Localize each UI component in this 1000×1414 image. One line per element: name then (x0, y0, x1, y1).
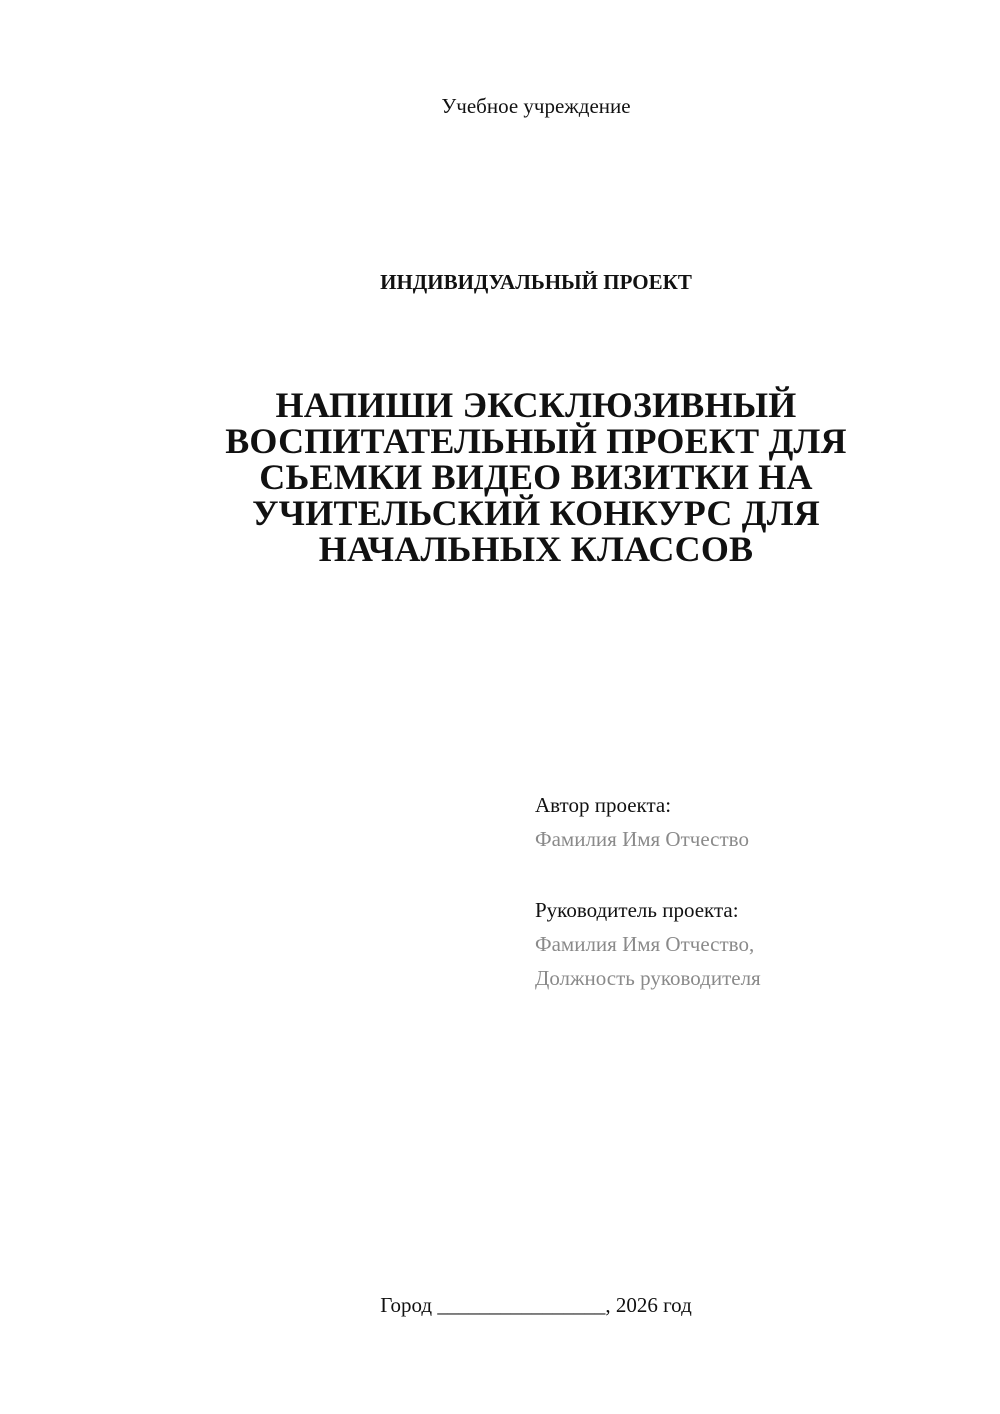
institution-name: Учебное учреждение (441, 94, 631, 118)
project-title-line: НАЧАЛЬНЫХ КЛАССОВ (318, 529, 754, 569)
author-label: Автор проекта: (535, 793, 672, 817)
supervisor-position-placeholder: Должность руководителя (535, 966, 761, 990)
project-type-heading: ИНДИВИДУАЛЬНЫЙ ПРОЕКТ (380, 270, 692, 294)
author-name-placeholder: Фамилия Имя Отчество (535, 827, 749, 851)
project-title (160, 387, 912, 567)
project-title-line: НАПИШИ ЭКСКЛЮЗИВНЫЙ (275, 385, 797, 425)
supervisor-label: Руководитель проекта: (535, 898, 739, 922)
author-block (535, 788, 935, 856)
city-year-line: Город ________________, 2026 год (380, 1293, 692, 1317)
supervisor-block (535, 893, 935, 995)
project-title-line: УЧИТЕЛЬСКИЙ КОНКУРС ДЛЯ (252, 493, 820, 533)
supervisor-name-placeholder: Фамилия Имя Отчество, (535, 932, 755, 956)
project-title-line: СЬЕМКИ ВИДЕО ВИЗИТКИ НА (259, 457, 813, 497)
project-title-line: ВОСПИТАТЕЛЬНЫЙ ПРОЕКТ ДЛЯ (225, 421, 847, 461)
